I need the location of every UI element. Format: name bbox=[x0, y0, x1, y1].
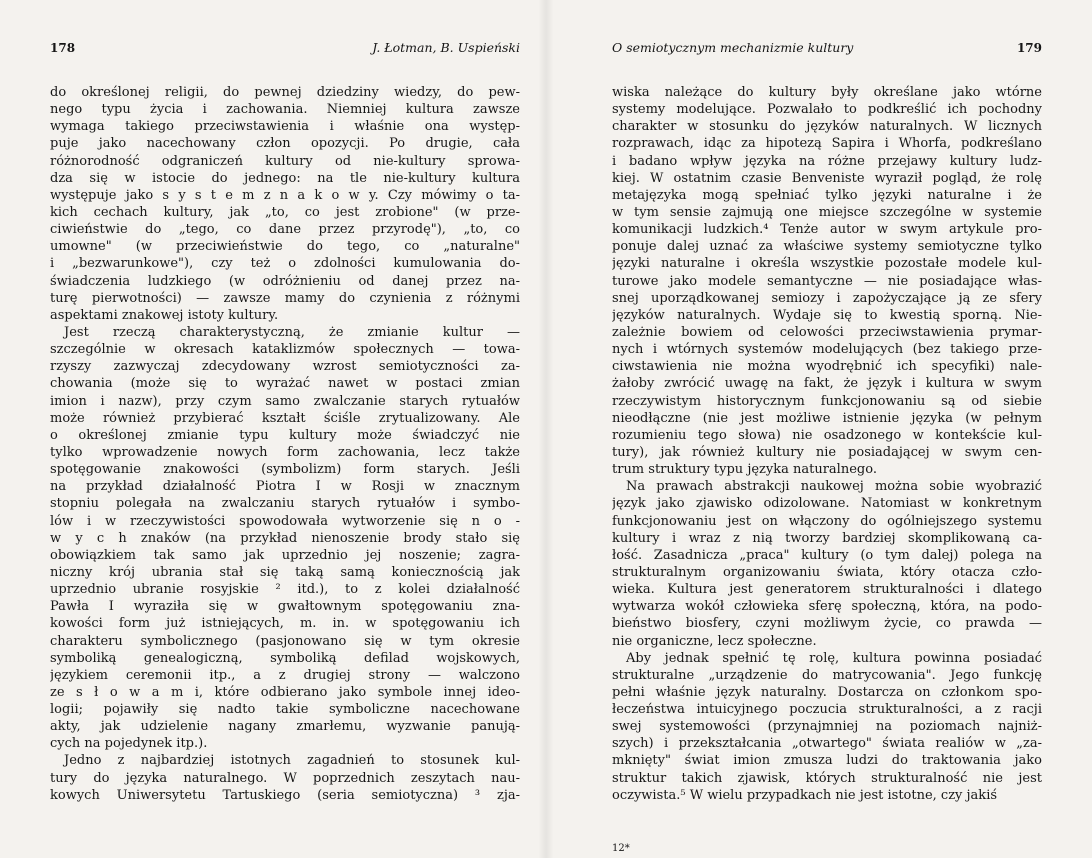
page-number: 179 bbox=[1016, 41, 1042, 55]
text-line: rzyszy zazwyczaj zdecydowany wzrost semiotyczności za- bbox=[50, 359, 520, 375]
text-line: wiska należące do kultury były określane jako wtórne bbox=[612, 85, 1042, 100]
text-line: charakteru symbolicznego (pasjonowano się w tym okresie bbox=[50, 633, 520, 649]
text-line: strukturalne „urządzenie do matrycowania". Jego funkcję bbox=[612, 667, 1042, 683]
text-line: nego typu życia i zachowania. Niemniej kultura zawsze bbox=[50, 102, 520, 118]
text-line: systemy modelujące. Pozwalało to podkreślić ich pochodny bbox=[612, 102, 1042, 118]
text-line: język jako zjawisko odizolowane. Natomiast w konkretnym bbox=[612, 496, 1042, 512]
text-line: stopniu polegała na zwalczaniu starych rytuałów i symbo- bbox=[50, 496, 520, 512]
text-line: języki naturalne i określa wszystkie pozostałe modele kul- bbox=[612, 256, 1042, 272]
text-line: bieństwo biosfery, czyni możliwym życie, co prawda — bbox=[612, 616, 1042, 632]
text-line: Pawła I wyraziła się w gwałtownym spotęgowaniu zna- bbox=[50, 599, 520, 615]
right-page-body bbox=[612, 84, 1042, 804]
text-line: mknięty" świat imion zmusza ludzi do traktowania jako bbox=[612, 753, 1042, 769]
text-line: charakter w stosunku do języków naturalnych. W licznych bbox=[612, 119, 1042, 135]
text-line: wytwarza wokół człowieka sferę społeczną, która, na podo- bbox=[612, 599, 1042, 615]
text-line: rozprawach, idąc za hipotezą Sapira i Whorfa, podkreślano bbox=[612, 136, 1042, 152]
text-line: żałoby zwrócić uwagę na fakt, że język i kultura w swym bbox=[612, 376, 1042, 392]
text-line: Aby jednak spełnić tę rolę, kultura powinna posiadać bbox=[626, 650, 1042, 666]
text-line: ciwieństwie do „tego, co dane przez przyrodę"), „to, co bbox=[50, 222, 520, 238]
text-line: struktur takich zjawisk, których strukturalność nie jest bbox=[612, 770, 1042, 786]
text-line: ciwstawienia nie można wyodrębnić ich specyfiki) nale- bbox=[612, 359, 1042, 375]
text-line: cych na pojedynek itp.). bbox=[50, 736, 208, 752]
text-line: zależnie bowiem od celowości przeciwstawienia prymar- bbox=[612, 324, 1042, 340]
text-line: w y c h znaków (na przykład nienoszenie brody stało się bbox=[50, 530, 520, 546]
text-line: puje jako nacechowany człon opozycji. Po drugie, cała bbox=[50, 136, 520, 152]
text-line: występuje jako s y s t e m z n a k o w y. Czy mówimy o ta- bbox=[50, 187, 520, 203]
text-line: aspektami znakowej istoty kultury. bbox=[50, 307, 279, 323]
text-line: rozumieniu tego słowa) nie osadzonego w kontekście kul- bbox=[612, 427, 1042, 443]
text-line: umowne" (w przeciwieństwie do tego, co „naturalne" bbox=[50, 239, 520, 255]
text-line: kowości form już istniejących, m. in. w spotęgowaniu ich bbox=[50, 616, 520, 632]
text-line: kich cechach kultury, jak „to, co jest zrobione" (w prze- bbox=[50, 204, 520, 220]
text-line: szych) i przekształcania „otwartego" świata realiów w „za- bbox=[612, 736, 1042, 752]
text-line: Na prawach abstrakcji naukowej można sobie wyobrazić bbox=[626, 479, 1042, 495]
text-line: Jedno z najbardziej istotnych zagadnień to stosunek kul- bbox=[64, 753, 520, 769]
text-line: o określonej zmianie typu kultury może świadczyć nie bbox=[50, 427, 520, 443]
text-line: symboliką genealogiczną, symboliką defilad wojskowych, bbox=[50, 650, 520, 666]
text-line: świadczenia ludzkiego (w odróżnieniu od danej przez na- bbox=[50, 273, 520, 289]
text-line: nie organiczne, lecz społeczne. bbox=[612, 633, 817, 649]
running-head: J. Łotman, B. Uspieński bbox=[372, 40, 520, 55]
text-line: snej uporządkowanej semiozy i zapożyczające ją ze sfery bbox=[612, 290, 1042, 306]
text-line: różnorodność odgraniczeń kultury od nie-kultury sprowa- bbox=[50, 153, 520, 169]
text-line: chowania (może się to wyrażać nawet w postaci zmian bbox=[50, 376, 520, 392]
text-line: języków naturalnych. Wydaje się to kwestią sporną. Nie- bbox=[612, 307, 1042, 323]
text-line: strukturalnym organizowaniu świata, który otacza czło- bbox=[612, 564, 1042, 580]
text-line: i badano wpływ języka na różne przejawy kultury ludz- bbox=[612, 153, 1042, 169]
left-page-body bbox=[50, 84, 520, 804]
text-line: lów i w rzeczywistości spowodowała wytworzenie się n o - bbox=[50, 513, 520, 529]
text-line: turę pierwotności) — zawsze mamy do czynienia z różnymi bbox=[50, 290, 520, 306]
text-line: turowe jako modele semantyczne — nie posiadające włas- bbox=[612, 273, 1042, 289]
text-line: językiem ceremonii itp., a z drugiej strony — walczono bbox=[50, 667, 520, 683]
text-line: trum struktury typu języka naturalnego. bbox=[612, 462, 877, 478]
text-line: tylko wprowadzenie nowych form zachowania, lecz także bbox=[50, 444, 520, 460]
text-line: funkcjonowaniu jest on włączony do ogólniejszego systemu bbox=[612, 513, 1042, 529]
text-line: kiej. W ostatnim czasie Benveniste wyraził pogląd, że rolę bbox=[612, 170, 1042, 186]
text-line: dza się w istocie do jednego: na tle nie-kultury kultura bbox=[50, 170, 520, 186]
text-line: obowiązkiem tak samo jak uprzednio jej noszenie; zagra- bbox=[50, 547, 520, 563]
text-line: Jest rzeczą charakterystyczną, że zmianie kultur — bbox=[64, 324, 520, 340]
text-line: nych i wtórnych systemów modelujących (bez takiego prze- bbox=[612, 342, 1042, 358]
text-line: wieka. Kultura jest generatorem strukturalności i dlatego bbox=[612, 582, 1042, 598]
text-line: szczególnie w okresach kataklizmów społecznych — towa- bbox=[50, 342, 520, 358]
text-line: imion i nazw), przy czym samo zwalczanie starych rytuałów bbox=[50, 393, 520, 409]
text-line: oczywista.⁵ W wielu przypadkach nie jest istotne, czy jakiś bbox=[612, 787, 998, 803]
text-line: spotęgowanie znakowości (symbolizm) form starych. Jeśli bbox=[50, 462, 520, 478]
text-line: pełni właśnie język naturalny. Dostarcza on członkom spo- bbox=[612, 684, 1042, 700]
text-line: łeczeństwa intuicyjnego poczucia strukturalności, a z racji bbox=[612, 702, 1042, 718]
text-line: logii; pojawiły się nadto takie symboliczne nacechowane bbox=[50, 702, 520, 718]
signature-mark: 12* bbox=[612, 843, 630, 854]
text-line: rzeczywistym historycznym funkcjonowaniu są od siebie bbox=[612, 393, 1042, 409]
text-line: nieodłączne (nie jest możliwe istnienie języka (w pełnym bbox=[612, 410, 1042, 426]
text-line: swej systemowości (przynajmniej na poziomach najniż- bbox=[612, 719, 1042, 735]
text-line: do określonej religii, do pewnej dziedziny wiedzy, do pew- bbox=[50, 85, 520, 100]
text-line: kowych Uniwersytetu Tartuskiego (seria semiotyczna) ³ zja- bbox=[50, 787, 520, 803]
text-line: niczny krój ubrania stał się taką samą koniecznością jak bbox=[50, 564, 520, 580]
text-line: metajęzyka mogą spełniać tylko języki naturalne i że bbox=[612, 187, 1042, 203]
text-line: wymaga takiego przeciwstawienia i właśnie ona występ- bbox=[50, 119, 520, 135]
right-page-header bbox=[612, 40, 1042, 58]
right-page bbox=[546, 0, 1092, 858]
text-line: łość. Zasadnicza „praca" kultury (o tym dalej) polega na bbox=[612, 547, 1042, 563]
text-line: uprzednio ubranie rosyjskie ² itd.), to z kolei działalność bbox=[50, 582, 520, 598]
text-line: na przykład działalność Piotra I w Rosji w znacznym bbox=[50, 479, 520, 495]
text-line: ze s ł o w a m i, które odbierano jako symbole innej ideo- bbox=[50, 684, 520, 700]
text-line: może również przybierać kształt ściśle zrytualizowany. Ale bbox=[50, 410, 520, 426]
text-line: tury), jak również kultury nie posiadającej w swym cen- bbox=[612, 444, 1042, 460]
text-line: i „bezwarunkowe"), czy też o zdolności kumulowania do- bbox=[50, 256, 520, 272]
text-line: tury do języka naturalnego. W poprzednich zeszytach nau- bbox=[50, 770, 520, 786]
left-page-header bbox=[50, 40, 520, 58]
running-head: O semiotycznym mechanizmie kultury bbox=[612, 40, 854, 55]
text-line: w tym sensie zajmują one miejsce szczególne w systemie bbox=[612, 204, 1042, 220]
text-line: ponuje dalej uznać za właściwe systemy semiotyczne tylko bbox=[612, 239, 1042, 255]
text-line: komunikacji ludzkich.⁴ Tenże autor w swym artykule pro- bbox=[612, 222, 1042, 238]
text-line: akty, jak udzielenie nagany zmarłemu, wyzwanie panują- bbox=[50, 719, 520, 735]
page-number: 178 bbox=[50, 41, 76, 55]
text-line: kultury i wraz z nią tworzy bardziej skomplikowaną ca- bbox=[612, 530, 1042, 546]
